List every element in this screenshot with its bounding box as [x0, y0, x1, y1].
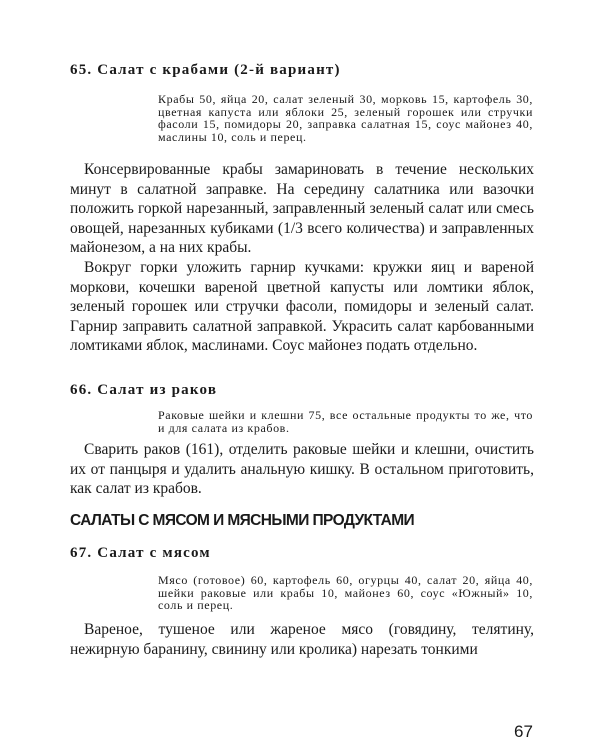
recipe-67-paragraph-1: Вареное, тушеное или жареное мясо (говядину, телятину, нежирную баранину, свинину или кролика) нарезать тонкими [70, 621, 534, 658]
section-heading: САЛАТЫ С МЯСОМ И МЯСНЫМИ ПРОДУКТАМИ [70, 512, 415, 529]
page-number: 67 [514, 722, 533, 741]
recipe-66-ingredients: Раковые шейки и клешни 75, все остальные продукты то же, что и для салата из крабов. [158, 408, 533, 435]
recipe-66-paragraph-1: Сварить раков (161), отделить раковые шейки и клешни, очистить их от панцыря и удалить анальную кишку. В остальном приготовить, как салат из крабов. [70, 441, 534, 498]
recipe-65-paragraph-2: Вокруг горки уложить гарнир кучками: кружки яиц и вареной моркови, кочешки вареной цветной капусты или ломтики яблок, зеленый горошек или стручки фасоли, помидоры и зеленый салат. Гарнир заправить салатной заправкой. Украсить салат карбованными ломтиками яблок, маслинами. Соус майонез подать отдельно. [70, 258, 534, 355]
recipe-67-title: 67. Салат с мясом [70, 545, 211, 561]
recipe-67-instructions [70, 620, 534, 659]
recipe-65-title: 65. Салат с крабами (2-й вариант) [70, 62, 341, 78]
recipe-65-ingredients: Крабы 50, яйца 20, салат зеленый 30, морковь 15, картофель 30, цветная капуста или яблоки 25, зеленый горошек или стручки фасоли 15, помидоры 20, заправка салатная 15, соус майонез 40, маслины 10, соль и перец. [158, 92, 533, 144]
recipe-65-instructions [70, 160, 534, 356]
recipe-65-paragraph-1: Консервированные крабы замариновать в течение нескольких минут в салатной заправке. На середину салатника или вазочки положить горкой нарезанный, заправленный зеленый салат или смесь овощей, нарезанных кубиками (1/3 всего количества) и заправленных майонезом, а на них крабы. [70, 161, 534, 257]
recipe-66-title: 66. Салат из раков [70, 382, 218, 398]
recipe-67-ingredients: Мясо (готовое) 60, картофель 60, огурцы 40, салат 20, яйца 40, шейки раковые или крабы 10, майонез 60, соус «Южный» 10, соль и перец. [158, 573, 533, 612]
recipe-66-instructions [70, 440, 534, 499]
